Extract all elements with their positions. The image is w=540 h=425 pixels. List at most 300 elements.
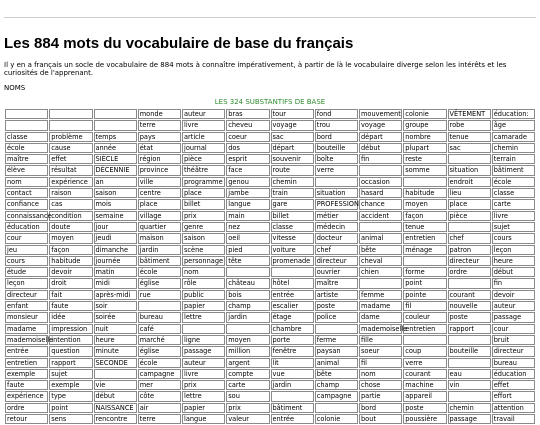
table-cell: chef — [315, 245, 358, 255]
table-cell: matin — [94, 267, 137, 277]
table-cell: maître — [315, 278, 358, 288]
table-cell: valeur — [226, 414, 269, 424]
section-label: NOMS — [4, 84, 26, 92]
table-cell — [226, 324, 269, 334]
table-cell: chance — [359, 199, 402, 209]
table-cell: point — [49, 403, 92, 413]
table-row — [5, 369, 535, 379]
table-cell: promenade — [271, 256, 314, 266]
table-cell — [5, 109, 48, 119]
table-cell: verre — [403, 358, 446, 368]
table-cell: centre — [138, 188, 181, 198]
table-cell: bouteille — [315, 143, 358, 153]
table-cell: cheval — [359, 256, 402, 266]
table-cell: cour — [5, 233, 48, 243]
table-cell: leçon — [5, 278, 48, 288]
table-cell: verre — [315, 165, 358, 175]
table-cell: ville — [138, 177, 181, 187]
table-caption: LES 324 SUBSTANTIFS DE BASE — [214, 98, 326, 106]
table-cell: journal — [182, 143, 225, 153]
table-cell: programme — [182, 177, 225, 187]
table-cell: classe — [492, 188, 535, 198]
table-cell: train — [271, 188, 314, 198]
table-cell: escalier — [271, 301, 314, 311]
intro-paragraph: Il y en a français un socle de vocabulaire de 884 mots à connaître impérativement, à partir de là le vocabulaire diverge selon les intérêts et les curiosités de l'apprenant. — [4, 61, 507, 77]
table-cell: droit — [49, 278, 92, 288]
table-row — [5, 301, 535, 311]
table-cell — [448, 154, 491, 164]
table-row — [5, 335, 535, 345]
table-row — [5, 312, 535, 322]
table-cell: jardin — [226, 312, 269, 322]
table-cell: directeur — [5, 290, 48, 300]
table-row — [5, 211, 535, 221]
table-cell: langue — [226, 199, 269, 209]
table-cell — [448, 222, 491, 232]
table-cell: chambre — [271, 324, 314, 334]
table-cell: poste — [315, 301, 358, 311]
table-cell: pièce — [182, 154, 225, 164]
table-cell: courant — [448, 290, 491, 300]
table-cell: fil — [359, 358, 402, 368]
table-cell — [448, 391, 491, 401]
table-cell — [94, 369, 137, 379]
table-cell — [359, 165, 402, 175]
table-row — [5, 403, 535, 413]
table-row — [5, 132, 535, 142]
table-cell: sac — [271, 132, 314, 142]
table-cell: ordre — [5, 403, 48, 413]
table-cell: heure — [94, 335, 137, 345]
table-cell: esprit — [226, 154, 269, 164]
table-cell: bureau — [138, 312, 181, 322]
table-cell: état — [138, 143, 181, 153]
table-cell: pied — [226, 245, 269, 255]
table-cell: école — [138, 267, 181, 277]
table-cell: tour — [271, 109, 314, 119]
table-cell: robe — [448, 120, 491, 130]
table-cell: type — [49, 391, 92, 401]
table-cell — [49, 120, 92, 130]
table-row — [5, 109, 535, 119]
table-cell: église — [138, 278, 181, 288]
table-row — [5, 256, 535, 266]
table-cell: maison — [138, 233, 181, 243]
table-cell: madame — [359, 301, 402, 311]
table-cell: lettre — [182, 312, 225, 322]
table-cell: poste — [448, 312, 491, 322]
table-cell: jeudi — [94, 233, 137, 243]
table-cell — [448, 335, 491, 345]
table-cell: route — [271, 165, 314, 175]
table-cell: SIÈCLE — [94, 154, 137, 164]
table-cell: place — [448, 199, 491, 209]
table-cell: entrée — [271, 414, 314, 424]
table-cell: impression — [49, 324, 92, 334]
table-row — [5, 278, 535, 288]
table-cell: mademoiselle — [361, 324, 408, 333]
table-row — [5, 245, 535, 255]
table-cell — [226, 267, 269, 277]
table-cell: cheveu — [226, 120, 269, 130]
table-cell: colonie — [403, 109, 446, 119]
table-cell: nom — [182, 267, 225, 277]
table-cell: couleur — [403, 312, 446, 322]
table-cell: paysan — [315, 346, 358, 356]
table-row — [5, 177, 535, 187]
table-cell: début — [359, 143, 402, 153]
table-cell: sens — [49, 414, 92, 424]
table-row — [5, 143, 535, 153]
table-cell: auteur — [182, 358, 225, 368]
table-cell: région — [138, 154, 181, 164]
table-cell: vin — [448, 380, 491, 390]
table-cell: expérience — [49, 177, 92, 187]
table-row — [5, 414, 535, 424]
table-cell — [182, 324, 225, 334]
table-cell: fenêtre — [271, 346, 314, 356]
table-row — [5, 358, 535, 368]
table-cell: billet — [271, 211, 314, 221]
table-cell: rencontre — [94, 414, 137, 424]
table-cell: article — [182, 132, 225, 142]
table-cell — [403, 256, 446, 266]
table-cell: nom — [359, 369, 402, 379]
table-cell: jardin — [271, 380, 314, 390]
table-cell: café — [138, 324, 181, 334]
table-cell: mouvement — [361, 110, 401, 118]
top-divider — [4, 17, 536, 18]
table-cell: ménage — [403, 245, 446, 255]
table-cell: éducation — [5, 222, 48, 232]
table-cell — [315, 324, 358, 334]
table-cell: chose — [359, 380, 402, 390]
table-cell: chef — [448, 233, 491, 243]
table-cell: maître — [5, 154, 48, 164]
table-cell: retour — [5, 414, 48, 424]
table-cell: fil — [403, 301, 446, 311]
table-cell: quartier — [138, 222, 181, 232]
table-cell: habitude — [49, 256, 92, 266]
table-cell: ferme — [315, 335, 358, 345]
table-cell: bâtiment — [271, 403, 314, 413]
table-cell: prix — [182, 380, 225, 390]
table-cell: cours — [492, 233, 535, 243]
table-cell: éducation: — [492, 109, 535, 119]
table-cell: compte — [226, 369, 269, 379]
table-cell: poussière — [403, 414, 446, 424]
table-row — [5, 346, 535, 356]
table-cell: madame — [5, 324, 48, 334]
table-cell: NAISSANCE — [94, 403, 137, 413]
table-cell: heure — [492, 256, 535, 266]
table-cell — [448, 358, 491, 368]
table-cell: exemple — [5, 369, 48, 379]
table-cell: contact — [5, 188, 48, 198]
table-cell: mer — [138, 380, 181, 390]
table-cell: terre — [138, 414, 181, 424]
table-cell: livre — [182, 369, 225, 379]
table-cell: effet — [49, 154, 92, 164]
table-cell: point — [403, 278, 446, 288]
table-cell: artiste — [315, 290, 358, 300]
table-row — [5, 233, 535, 243]
table-cell: sou — [226, 391, 269, 401]
table-cell: école — [138, 358, 181, 368]
table-cell: nombre — [403, 132, 446, 142]
table-cell: façon — [403, 211, 446, 221]
table-cell: rapport — [448, 324, 491, 334]
table-cell — [403, 177, 446, 187]
table-cell: idée — [49, 312, 92, 322]
table-cell: saison — [182, 233, 225, 243]
table-cell: docteur — [315, 233, 358, 243]
table-cell: passage — [448, 414, 491, 424]
table-cell — [271, 391, 314, 401]
table-cell: province — [138, 165, 181, 175]
table-cell: colonie — [315, 414, 358, 424]
table-cell: minute — [94, 346, 137, 356]
table-cell: bois — [226, 290, 269, 300]
table-cell: fille — [359, 335, 402, 345]
table-cell: animal — [315, 358, 358, 368]
table-cell: effort — [492, 391, 535, 401]
table-cell: début — [492, 267, 535, 277]
table-cell: moyen — [403, 199, 446, 209]
table-cell: livre — [182, 120, 225, 130]
table-cell: habitude — [403, 188, 446, 198]
table-cell: sujet — [49, 369, 92, 379]
table-cell: livre — [492, 211, 535, 221]
table-row — [5, 267, 535, 277]
table-cell: expérience — [5, 391, 48, 401]
table-cell: plupart — [403, 143, 446, 153]
table-cell: directeur — [448, 256, 491, 266]
table-cell: monde — [138, 109, 181, 119]
table-cell: médecin — [315, 222, 358, 232]
table-cell: papier — [182, 403, 225, 413]
table-cell: métier — [315, 211, 358, 221]
table-cell: pièce — [448, 211, 491, 221]
table-cell: entrée — [5, 346, 48, 356]
table-cell — [315, 403, 358, 413]
table-cell: place — [182, 188, 225, 198]
table-cell: entretien — [403, 233, 446, 243]
table-cell: bord — [315, 132, 358, 142]
table-cell: entretien — [403, 324, 446, 334]
table-cell: doute — [49, 222, 92, 232]
table-cell: police — [315, 312, 358, 322]
table-cell: devoir — [492, 290, 535, 300]
table-cell: pointe — [403, 290, 446, 300]
table-cell: appareil — [403, 391, 446, 401]
table-cell: reste — [403, 154, 446, 164]
table-cell: champ — [315, 380, 358, 390]
table-cell: lit — [271, 358, 314, 368]
table-cell: bout — [359, 414, 402, 424]
table-cell: public — [182, 290, 225, 300]
table-cell: faute — [49, 301, 92, 311]
table-cell: partie — [359, 391, 402, 401]
table-cell: situation — [315, 188, 358, 198]
table-cell: jour — [94, 222, 137, 232]
table-cell: cours — [5, 256, 48, 266]
table-cell: étude — [5, 267, 48, 277]
table-row — [5, 222, 535, 232]
table-cell: forme — [403, 267, 446, 277]
table-cell: auteur — [492, 301, 535, 311]
table-cell: bête — [315, 369, 358, 379]
table-cell: tête — [226, 256, 269, 266]
table-row — [5, 165, 535, 175]
table-cell: village — [138, 211, 181, 221]
table-cell: passage — [492, 312, 535, 322]
table-cell: cause — [49, 143, 92, 153]
table-cell: moyen — [49, 233, 92, 243]
table-cell: DÉCENNIE — [94, 165, 137, 175]
table-cell: bord — [359, 403, 402, 413]
table-cell: fin — [359, 154, 402, 164]
table-cell: hasard — [359, 188, 402, 198]
table-cell: accident — [359, 211, 402, 221]
table-cell: saison — [94, 188, 137, 198]
table-cell: nom — [5, 177, 48, 187]
table-cell: papier — [182, 301, 225, 311]
table-cell: ligne — [182, 335, 225, 345]
table-row — [5, 188, 535, 198]
table-cell: chien — [359, 267, 402, 277]
table-cell: condition — [49, 211, 92, 221]
table-cell: eau — [448, 369, 491, 379]
table-cell: personnage — [182, 256, 225, 266]
table-cell: enfant — [5, 301, 48, 311]
table-cell: gare — [271, 199, 314, 209]
table-cell: marché — [138, 335, 181, 345]
table-cell: langue — [182, 414, 225, 424]
table-cell: ordre — [448, 267, 491, 277]
table-cell: porte — [271, 335, 314, 345]
table-cell: voiture — [271, 245, 314, 255]
table-cell: voyage — [271, 120, 314, 130]
table-cell: camarade — [492, 132, 535, 142]
table-cell: carte — [492, 199, 535, 209]
table-cell: champ — [226, 301, 269, 311]
table-cell: auteur — [182, 109, 225, 119]
table-cell — [315, 177, 358, 187]
table-cell: chemin — [448, 403, 491, 413]
table-cell: terrain — [492, 154, 535, 164]
table-cell: an — [94, 177, 137, 187]
table-cell: nouvelle — [448, 301, 491, 311]
table-cell — [94, 120, 137, 130]
table-cell: raison — [49, 188, 92, 198]
table-cell: rapport — [49, 358, 92, 368]
table-cell: jeu — [5, 245, 48, 255]
table-cell: cas — [49, 199, 92, 209]
table-cell: bête — [359, 245, 402, 255]
table-cell: leçon — [492, 245, 535, 255]
table-cell: théâtre — [182, 165, 225, 175]
table-cell: attention — [492, 403, 535, 413]
table-cell — [359, 278, 402, 288]
table-cell: mademoiselle — [7, 335, 54, 344]
table-cell: somme — [403, 165, 446, 175]
table-cell: place — [138, 199, 181, 209]
table-cell: résultat — [49, 165, 92, 175]
table-cell: jambe — [226, 188, 269, 198]
table-cell: campagne — [315, 391, 358, 401]
table-cell: trou — [315, 120, 358, 130]
table-cell: mois — [94, 199, 137, 209]
table-cell: souvenir — [271, 154, 314, 164]
table-cell: prix — [226, 403, 269, 413]
table-cell — [5, 120, 48, 130]
table-cell: départ — [359, 132, 402, 142]
table-cell: fond — [315, 109, 358, 119]
table-cell: soir — [94, 301, 137, 311]
table-cell: intention — [49, 335, 92, 345]
table-cell: machine — [403, 380, 446, 390]
table-cell: lettre — [182, 391, 225, 401]
table-cell: vie — [94, 380, 137, 390]
table-cell — [49, 109, 92, 119]
table-cell: vue — [271, 369, 314, 379]
table-cell: départ — [271, 143, 314, 153]
table-cell: groupe — [403, 120, 446, 130]
table-row — [5, 154, 535, 164]
table-cell: côte — [138, 391, 181, 401]
table-cell: étage — [271, 312, 314, 322]
table-cell: travail — [492, 414, 535, 424]
table-cell: coeur — [226, 132, 269, 142]
table-cell: boîte — [315, 154, 358, 164]
table-cell: après-midi — [94, 290, 137, 300]
table-cell: soeur — [359, 346, 402, 356]
table-cell: effet — [492, 380, 535, 390]
table-cell: femme — [359, 290, 402, 300]
table-cell: début — [94, 391, 137, 401]
table-cell: confiance — [5, 199, 48, 209]
table-cell: chemin — [492, 143, 535, 153]
table-cell: ouvrier — [315, 267, 358, 277]
table-cell: dos — [226, 143, 269, 153]
table-cell: rôle — [182, 278, 225, 288]
table-cell: fin — [492, 278, 535, 288]
table-cell: classe — [271, 222, 314, 232]
table-cell: cour — [492, 324, 535, 334]
table-cell: dame — [359, 312, 402, 322]
table-cell: argent — [226, 358, 269, 368]
table-cell: patron — [448, 245, 491, 255]
table-cell: faute — [5, 380, 48, 390]
table-cell: genre — [182, 222, 225, 232]
table-cell: église — [138, 346, 181, 356]
table-cell — [448, 278, 491, 288]
table-cell: billet — [182, 199, 225, 209]
table-cell: année — [94, 143, 137, 153]
table-cell: bruit — [492, 335, 535, 345]
vocabulary-table-body — [5, 109, 535, 424]
table-cell — [271, 267, 314, 277]
table-cell: million — [226, 346, 269, 356]
table-cell: connaissance — [7, 211, 52, 220]
table-cell: école — [5, 143, 48, 153]
table-cell: entretien — [5, 358, 48, 368]
table-cell — [94, 109, 137, 119]
table-cell: lieu — [448, 188, 491, 198]
table-cell: chemin — [271, 177, 314, 187]
table-cell: pays — [138, 132, 181, 142]
